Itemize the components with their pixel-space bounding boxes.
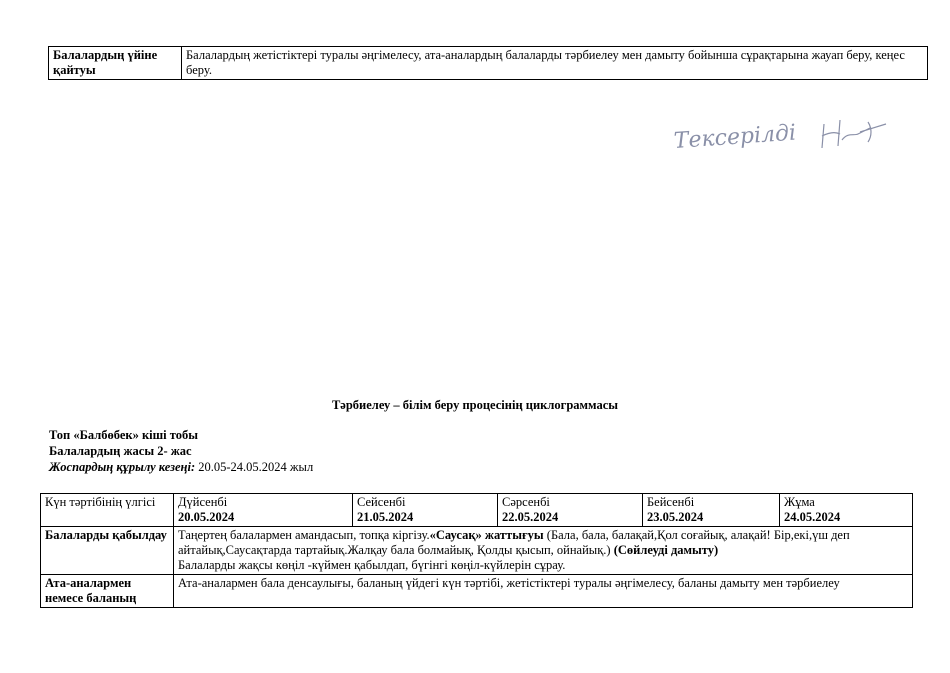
day-date: 23.05.2024 (647, 510, 704, 524)
group-line: Топ «Балбөбек» кіші тобы (49, 428, 199, 442)
day-date: 24.05.2024 (784, 510, 841, 524)
day-name: Бейсенбі (647, 495, 695, 509)
header-label: Күн тәртібінің үлгісі (41, 494, 174, 527)
row-text: Балаларды жақсы көңіл -күймен қабылдап, бүгінгі көңіл-күйлерін сұрау. (178, 558, 566, 572)
period-value: 20.05-24.05.2024 жыл (195, 460, 314, 474)
day-cell (174, 494, 353, 527)
signature (672, 110, 902, 158)
day-name: Дүйсенбі (178, 495, 228, 509)
row-content (174, 527, 913, 575)
table-row (41, 527, 913, 575)
top-table (48, 46, 928, 80)
exercise-text: (Бала, бала, балақай,Қол соғайық, алақай! Бір,екі,үш деп айтайық,Саусақтарда тартайық.Жалқау бала болмайық, Қолды қысып, ойнайық.) (178, 528, 850, 557)
table-header-row (41, 494, 913, 527)
period-line (49, 460, 313, 475)
page-title: Тәрбиелеу – білім беру процесінің циклограммасы (331, 398, 619, 412)
day-date: 20.05.2024 (178, 510, 235, 524)
row-content: Балалардың жетістіктері туралы әңгімелесу, ата-аналардың балаларды тәрбиелеу мен дамыту бойынша сұрақтарына жауап беру, кеңес беру. (182, 47, 928, 80)
signature-text: Тексерілді (673, 120, 797, 155)
day-cell (353, 494, 498, 527)
day-cell (498, 494, 643, 527)
row-content: Ата-аналармен бала денсаулығы, баланың үйдегі күн тәртібі, жетістіктері туралы әңгімелесу, баланы дамыту мен тәрбиелеу (174, 575, 913, 608)
subject-tag: (Сөйлеуді дамыту) (613, 543, 719, 557)
row-label: Балалардың үйіне қайтуы (49, 47, 182, 80)
age-line: Балалардың жасы 2- жас (49, 444, 192, 458)
exercise-name: «Саусақ» жаттығуы (429, 528, 544, 542)
day-date: 22.05.2024 (502, 510, 559, 524)
row-text: Таңертең балалармен амандасып, топқа кіргізу. (178, 528, 430, 542)
row-label: Балаларды қабылдау (41, 527, 174, 575)
schedule-table (40, 493, 913, 608)
table-row (41, 575, 913, 608)
day-name: Жұма (784, 495, 815, 509)
period-label: Жоспардың құрылу кезеңі: (49, 460, 196, 474)
signature-scribble (822, 120, 886, 148)
day-name: Сейсенбі (357, 495, 406, 509)
day-name: Сәрсенбі (502, 495, 550, 509)
row-label: Ата-аналармен немесе баланың (41, 575, 174, 608)
day-cell (780, 494, 913, 527)
day-cell (643, 494, 780, 527)
day-date: 21.05.2024 (357, 510, 414, 524)
table-row (49, 47, 928, 80)
